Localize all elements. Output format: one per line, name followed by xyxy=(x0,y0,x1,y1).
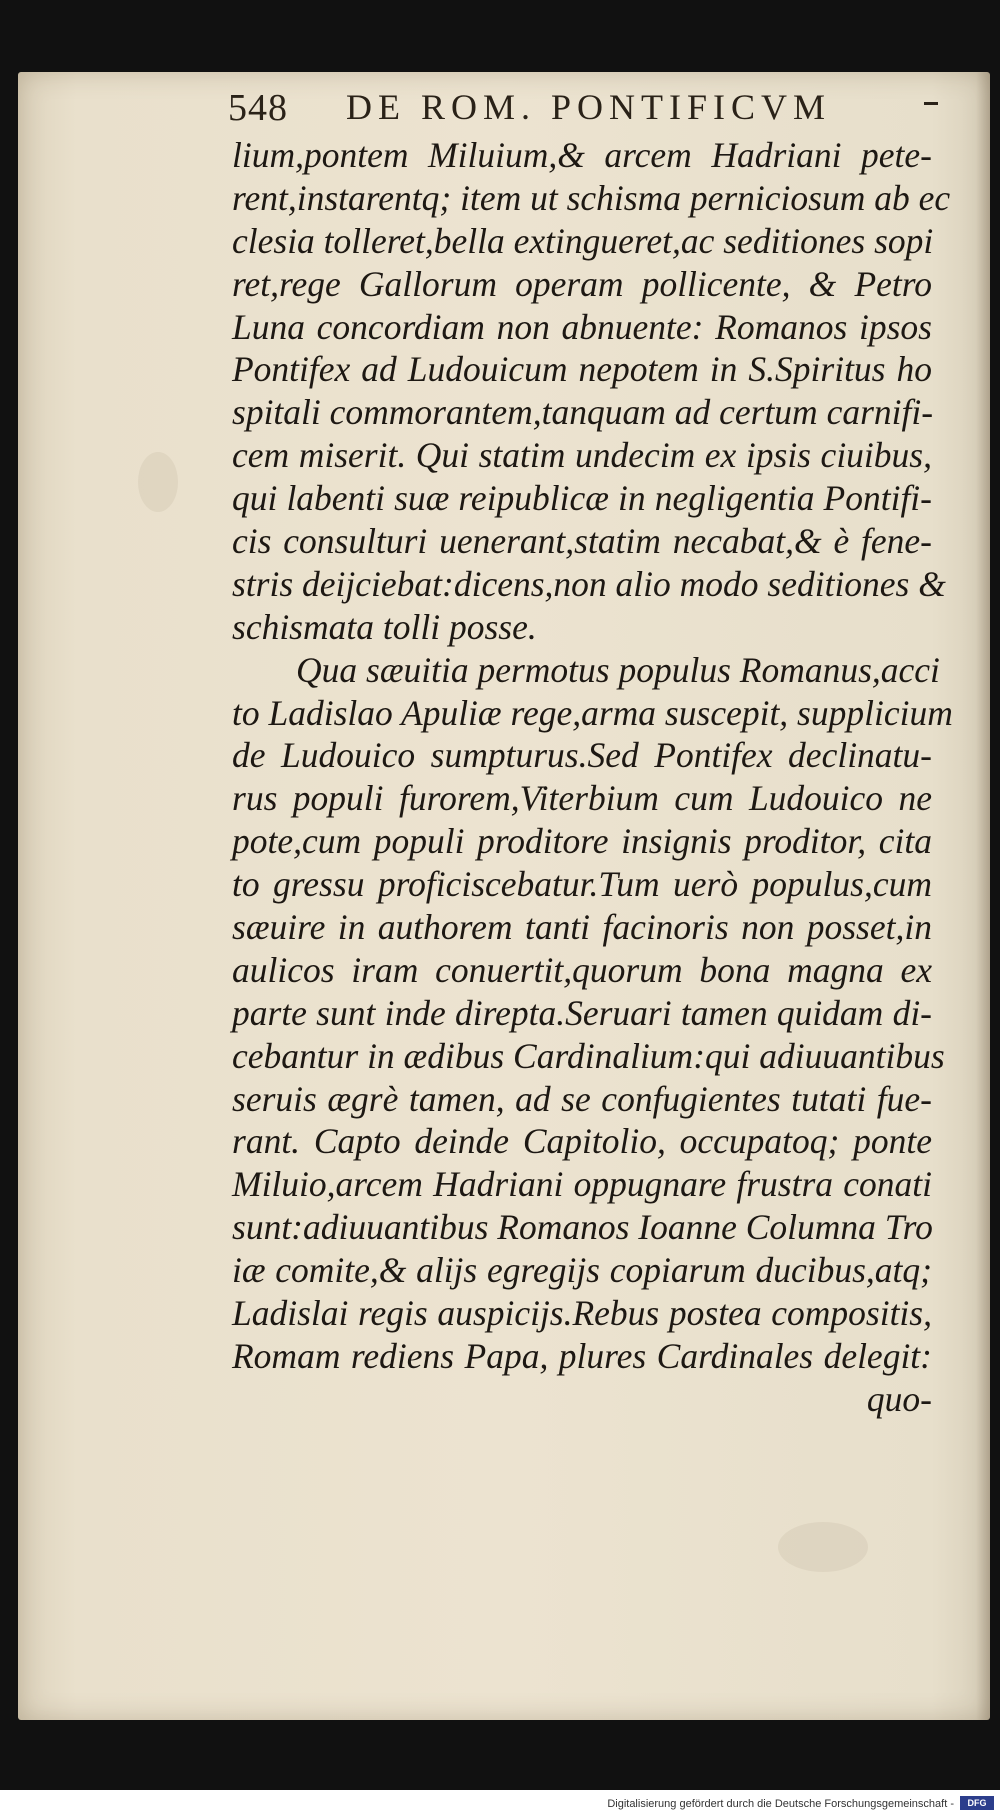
text-line: cebantur in ædibus Cardinalium:qui adiuuantibus xyxy=(232,1035,945,1076)
text-line: to gressu proficiscebatur.Tum uerò populus,cum xyxy=(232,864,932,905)
text-line: schismata tolli posse. xyxy=(232,606,537,647)
text-line: lium,pontem Miluium,& arcem Hadriani pete- xyxy=(232,135,932,175)
paper-stain xyxy=(778,1522,868,1572)
running-head: DE ROM. PONTIFICVM xyxy=(346,87,832,127)
text-line: sæuire in authorem tanti facinoris non posset,in xyxy=(232,907,932,948)
digitization-credit: Digitalisierung gefördert durch die Deutsche Forschungsgemeinschaft - xyxy=(607,1798,954,1810)
header-dash xyxy=(924,102,938,105)
text-line: Luna concordiam non abnuente: Romanos ipsos xyxy=(232,306,932,347)
text-line: qui labenti suæ reipublicæ in negligentia Pontifi- xyxy=(232,478,932,519)
text-line: Miluio,arcem Hadriani oppugnare frustra conati xyxy=(232,1164,932,1205)
dfg-logo: DFG xyxy=(960,1796,994,1810)
page-header xyxy=(228,80,948,132)
text-line: Romam rediens Papa, plures Cardinales delegit: xyxy=(232,1335,932,1376)
page-edge-shadow xyxy=(976,72,990,1720)
text-line: seruis ægrè tamen, ad se confugientes tutati fue- xyxy=(232,1078,932,1119)
text-line: cem miserit. Qui statim undecim ex ipsis ciuibus, xyxy=(232,435,932,476)
footer-bar xyxy=(0,1790,1000,1814)
text-line: ret,rege Gallorum operam pollicente, & Petro xyxy=(232,263,932,304)
text-line: Ladislai regis auspicijs.Rebus postea compositis, xyxy=(232,1293,932,1334)
paper-stain xyxy=(138,452,178,512)
text-line: Pontifex ad Ludouicum nepotem in S.Spiritus ho xyxy=(232,349,932,390)
text-line: aulicos iram conuertit,quorum bona magna ex xyxy=(232,949,932,990)
text-line: to Ladislao Apuliæ rege,arma suscepit, supplicium xyxy=(232,692,953,733)
body-text xyxy=(232,134,953,1421)
text-line: cis consulturi uenerant,statim necabat,& è fene- xyxy=(232,521,932,562)
text-line: spitali commorantem,tanquam ad certum carnifi- xyxy=(232,392,934,433)
text-line: stris deijciebat:dicens,non alio modo seditiones & xyxy=(232,563,946,604)
text-line: rent,instarentq; item ut schisma perniciosum ab ec xyxy=(232,177,951,218)
text-line: Qua sæuitia permotus populus Romanus,acci xyxy=(296,649,940,690)
text-line: clesia tolleret,bella extingueret,ac seditiones sopi xyxy=(232,220,934,261)
text-line: pote,cum populi proditore insignis proditor, cita xyxy=(232,821,932,862)
page-number: 548 xyxy=(228,87,288,129)
text-line: de Ludouico sumpturus.Sed Pontifex declinatu- xyxy=(232,735,932,776)
text-line: rant. Capto deinde Capitolio, occupatoq; ponte xyxy=(232,1121,932,1162)
text-line: rus populi furorem,Viterbium cum Ludouico ne xyxy=(232,778,932,819)
text-line: iæ comite,& alijs egregijs copiarum ducibus,atq; xyxy=(232,1250,932,1291)
text-line: parte sunt inde direpta.Seruari tamen quidam di- xyxy=(232,992,932,1033)
text-line: sunt:adiuuantibus Romanos Ioanne Columna Tro xyxy=(232,1207,933,1248)
catchword: quo- xyxy=(866,1378,932,1419)
